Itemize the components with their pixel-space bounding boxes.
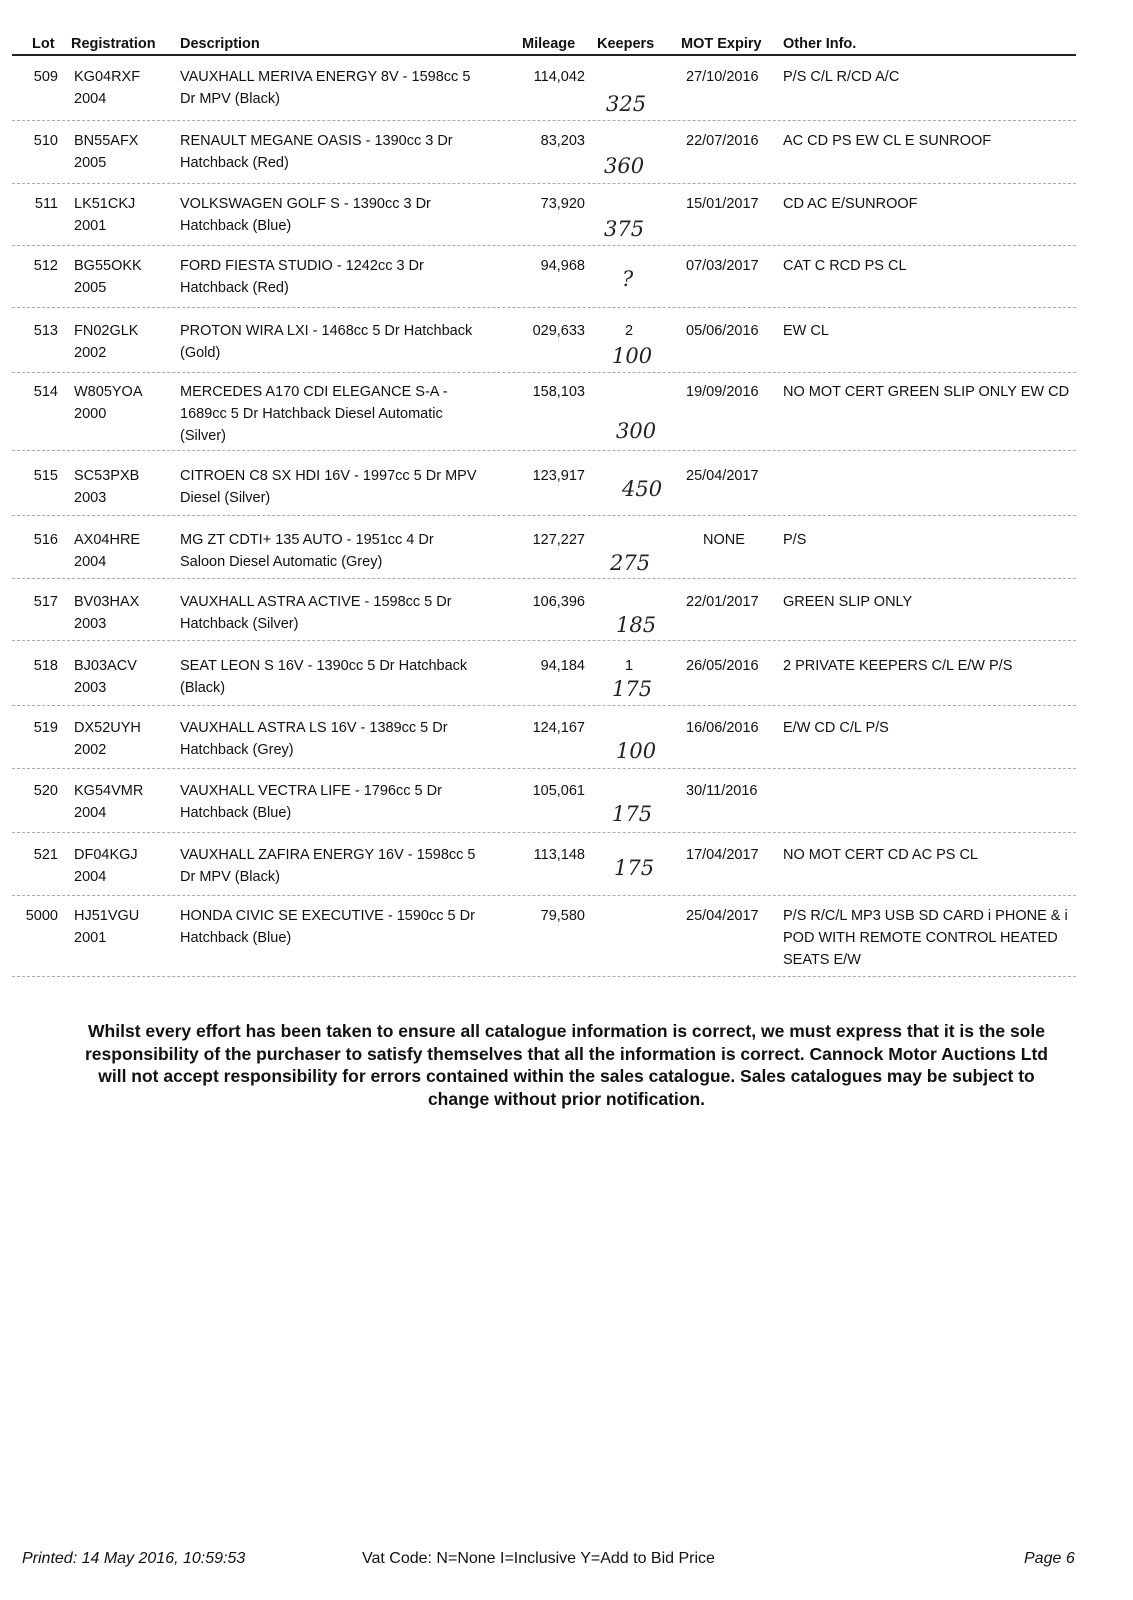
vat-code-legend: Vat Code: N=None I=Inclusive Y=Add to Bid Price — [362, 1550, 715, 1567]
row-divider — [12, 640, 1076, 641]
mot-expiry: 05/06/2016 — [686, 323, 759, 339]
registration-year: 2005 — [74, 155, 107, 171]
row-divider — [12, 578, 1076, 579]
mot-expiry: 27/10/2016 — [686, 69, 759, 85]
registration-year: 2002 — [74, 345, 107, 361]
description: VAUXHALL ASTRA LS 16V - 1389cc 5 Dr Hatchback (Grey) — [180, 720, 448, 758]
keepers: 1 — [624, 658, 634, 674]
row-divider — [12, 307, 1076, 308]
lot-number: 513 — [33, 323, 58, 339]
description: PROTON WIRA LXI - 1468cc 5 Dr Hatchback (Gold) — [180, 323, 473, 361]
registration: HJ51VGU — [74, 908, 140, 924]
description: MG ZT CDTI+ 135 AUTO - 1951cc 4 Dr Saloon Diesel Automatic (Grey) — [180, 532, 434, 570]
other-info: NO MOT CERT GREEN SLIP ONLY EW CD — [783, 384, 1070, 400]
mot-expiry: 26/05/2016 — [686, 658, 759, 674]
handwritten-price: 375 — [604, 217, 645, 241]
registration: BN55AFX — [74, 133, 139, 149]
mot-expiry: NONE — [703, 532, 745, 548]
lot-number: 520 — [33, 783, 58, 799]
registration-year: 2000 — [74, 406, 107, 422]
row-divider — [12, 245, 1076, 246]
other-info: GREEN SLIP ONLY — [783, 594, 913, 610]
mot-expiry: 25/04/2017 — [686, 468, 759, 484]
row-divider — [12, 183, 1076, 184]
lot-number: 512 — [33, 258, 58, 274]
registration: BV03HAX — [74, 594, 140, 610]
lot-number: 521 — [33, 847, 58, 863]
registration: KG54VMR — [74, 783, 144, 799]
other-info: AC CD PS EW CL E SUNROOF — [783, 133, 992, 149]
row-divider — [12, 976, 1076, 977]
header-other-info: Other Info. — [783, 36, 857, 52]
row-divider — [12, 120, 1076, 121]
description: MERCEDES A170 CDI ELEGANCE S-A - 1689cc 5 Dr Hatchback Diesel Automatic (Silver) — [180, 384, 448, 444]
lot-number: 518 — [33, 658, 58, 674]
row-divider — [12, 705, 1076, 706]
lot-number: 511 — [34, 196, 58, 212]
page-number: Page 6 — [1024, 1550, 1075, 1567]
header-registration: Registration — [71, 36, 156, 52]
mot-expiry: 16/06/2016 — [686, 720, 759, 736]
registration-year: 2001 — [74, 930, 107, 946]
description: VAUXHALL ASTRA ACTIVE - 1598cc 5 Dr Hatchback (Silver) — [180, 594, 452, 632]
registration-year: 2003 — [74, 490, 107, 506]
description: VOLKSWAGEN GOLF S - 1390cc 3 Dr Hatchback (Blue) — [180, 196, 431, 234]
registration: KG04RXF — [74, 69, 141, 85]
lot-number: 517 — [33, 594, 58, 610]
registration: BG55OKK — [74, 258, 142, 274]
description: HONDA CIVIC SE EXECUTIVE - 1590cc 5 Dr Hatchback (Blue) — [180, 908, 475, 946]
registration-year: 2003 — [74, 616, 107, 632]
handwritten-price: 450 — [622, 477, 663, 501]
header-keepers: Keepers — [597, 36, 655, 52]
registration-year: 2001 — [74, 218, 107, 234]
registration-year: 2003 — [74, 680, 107, 696]
mileage: 127,227 — [532, 532, 585, 548]
registration: AX04HRE — [74, 532, 141, 548]
header-mot-expiry: MOT Expiry — [681, 36, 762, 52]
header-mileage: Mileage — [522, 36, 576, 52]
keepers: 2 — [624, 323, 634, 339]
printed-timestamp: Printed: 14 May 2016, 10:59:53 — [22, 1550, 246, 1567]
mot-expiry: 22/07/2016 — [686, 133, 759, 149]
mot-expiry: 22/01/2017 — [686, 594, 759, 610]
lot-number: 509 — [33, 69, 58, 85]
handwritten-price: 100 — [616, 739, 657, 763]
other-info: EW CL — [783, 323, 829, 339]
description: SEAT LEON S 16V - 1390cc 5 Dr Hatchback (Black) — [180, 658, 468, 696]
lot-number: 516 — [33, 532, 58, 548]
mileage: 94,968 — [540, 258, 585, 274]
other-info: NO MOT CERT CD AC PS CL — [783, 847, 978, 863]
handwritten-price: 175 — [614, 856, 655, 880]
registration: FN02GLK — [74, 323, 139, 339]
registration-year: 2004 — [74, 554, 107, 570]
row-divider — [12, 832, 1076, 833]
registration-year: 2004 — [74, 805, 107, 821]
header-lot: Lot — [32, 36, 55, 52]
mileage: 79,580 — [540, 908, 585, 924]
description: RENAULT MEGANE OASIS - 1390cc 3 Dr Hatchback (Red) — [180, 133, 453, 171]
row-divider — [12, 372, 1076, 373]
row-divider — [12, 450, 1076, 451]
lot-number: 519 — [33, 720, 58, 736]
description: CITROEN C8 SX HDI 16V - 1997cc 5 Dr MPV Diesel (Silver) — [180, 468, 477, 506]
mot-expiry: 19/09/2016 — [686, 384, 759, 400]
registration-year: 2002 — [74, 742, 107, 758]
handwritten-price: 325 — [606, 92, 647, 116]
lot-number: 510 — [33, 133, 58, 149]
mileage: 158,103 — [532, 384, 585, 400]
other-info: CD AC E/SUNROOF — [783, 196, 918, 212]
row-divider — [12, 515, 1076, 516]
registration: LK51CKJ — [74, 196, 136, 212]
other-info: CAT C RCD PS CL — [783, 258, 907, 274]
mot-expiry: 17/04/2017 — [686, 847, 759, 863]
handwritten-price: 360 — [604, 154, 645, 178]
registration: DX52UYH — [74, 720, 141, 736]
mot-expiry: 25/04/2017 — [686, 908, 759, 924]
registration-year: 2004 — [74, 869, 107, 885]
registration-year: 2004 — [74, 91, 107, 107]
handwritten-price: ? — [622, 267, 634, 291]
mileage: 114,042 — [533, 69, 585, 85]
registration: BJ03ACV — [74, 658, 137, 674]
mot-expiry: 30/11/2016 — [686, 783, 758, 799]
other-info: 2 PRIVATE KEEPERS C/L E/W P/S — [783, 658, 1013, 674]
handwritten-price: 300 — [616, 419, 657, 443]
description: VAUXHALL MERIVA ENERGY 8V - 1598cc 5 Dr MPV (Black) — [180, 69, 471, 107]
description: VAUXHALL VECTRA LIFE - 1796cc 5 Dr Hatchback (Blue) — [180, 783, 442, 821]
handwritten-price: 185 — [616, 613, 657, 637]
registration-year: 2005 — [74, 280, 107, 296]
header-divider — [12, 54, 1076, 56]
mileage: 029,633 — [532, 323, 585, 339]
row-divider — [12, 768, 1076, 769]
other-info: P/S — [783, 532, 807, 548]
lot-number: 5000 — [25, 908, 58, 924]
mileage: 83,203 — [540, 133, 585, 149]
mileage: 94,184 — [540, 658, 585, 674]
lot-number: 515 — [33, 468, 58, 484]
table-header — [0, 30, 1133, 56]
other-info: P/S C/L R/CD A/C — [783, 69, 900, 85]
row-divider — [12, 895, 1076, 896]
mileage: 124,167 — [532, 720, 585, 736]
registration: DF04KGJ — [74, 847, 138, 863]
mileage: 73,920 — [540, 196, 585, 212]
lot-number: 514 — [33, 384, 58, 400]
other-info: P/S R/C/L MP3 USB SD CARD i PHONE & i POD WITH REMOTE CONTROL HEATED SEATS E/W — [783, 908, 1068, 968]
description: FORD FIESTA STUDIO - 1242cc 3 Dr Hatchback (Red) — [180, 258, 424, 296]
mileage: 113,148 — [533, 847, 585, 863]
mot-expiry: 07/03/2017 — [686, 258, 759, 274]
registration: W805YOA — [74, 384, 143, 400]
handwritten-price: 275 — [610, 551, 651, 575]
mileage: 106,396 — [532, 594, 585, 610]
registration: SC53PXB — [74, 468, 140, 484]
mileage: 105,061 — [532, 783, 585, 799]
header-description: Description — [180, 36, 260, 52]
description: VAUXHALL ZAFIRA ENERGY 16V - 1598cc 5 Dr MPV (Black) — [180, 847, 476, 885]
mot-expiry: 15/01/2017 — [686, 196, 759, 212]
mileage: 123,917 — [532, 468, 585, 484]
handwritten-price: 100 — [612, 344, 653, 368]
other-info: E/W CD C/L P/S — [783, 720, 889, 736]
disclaimer: Whilst every effort has been taken to ensure all catalogue information is correct, we must express that it is the sole responsibility of the purchaser to satisfy themselves that all the information is correct. Cannock Motor Auctions Ltd will not accept responsibility for errors contained within the sales catalogue. Sales catalogues may be subject to change without prior notification. — [85, 1021, 1048, 1109]
handwritten-price: 175 — [612, 677, 653, 701]
handwritten-price: 175 — [612, 802, 653, 826]
